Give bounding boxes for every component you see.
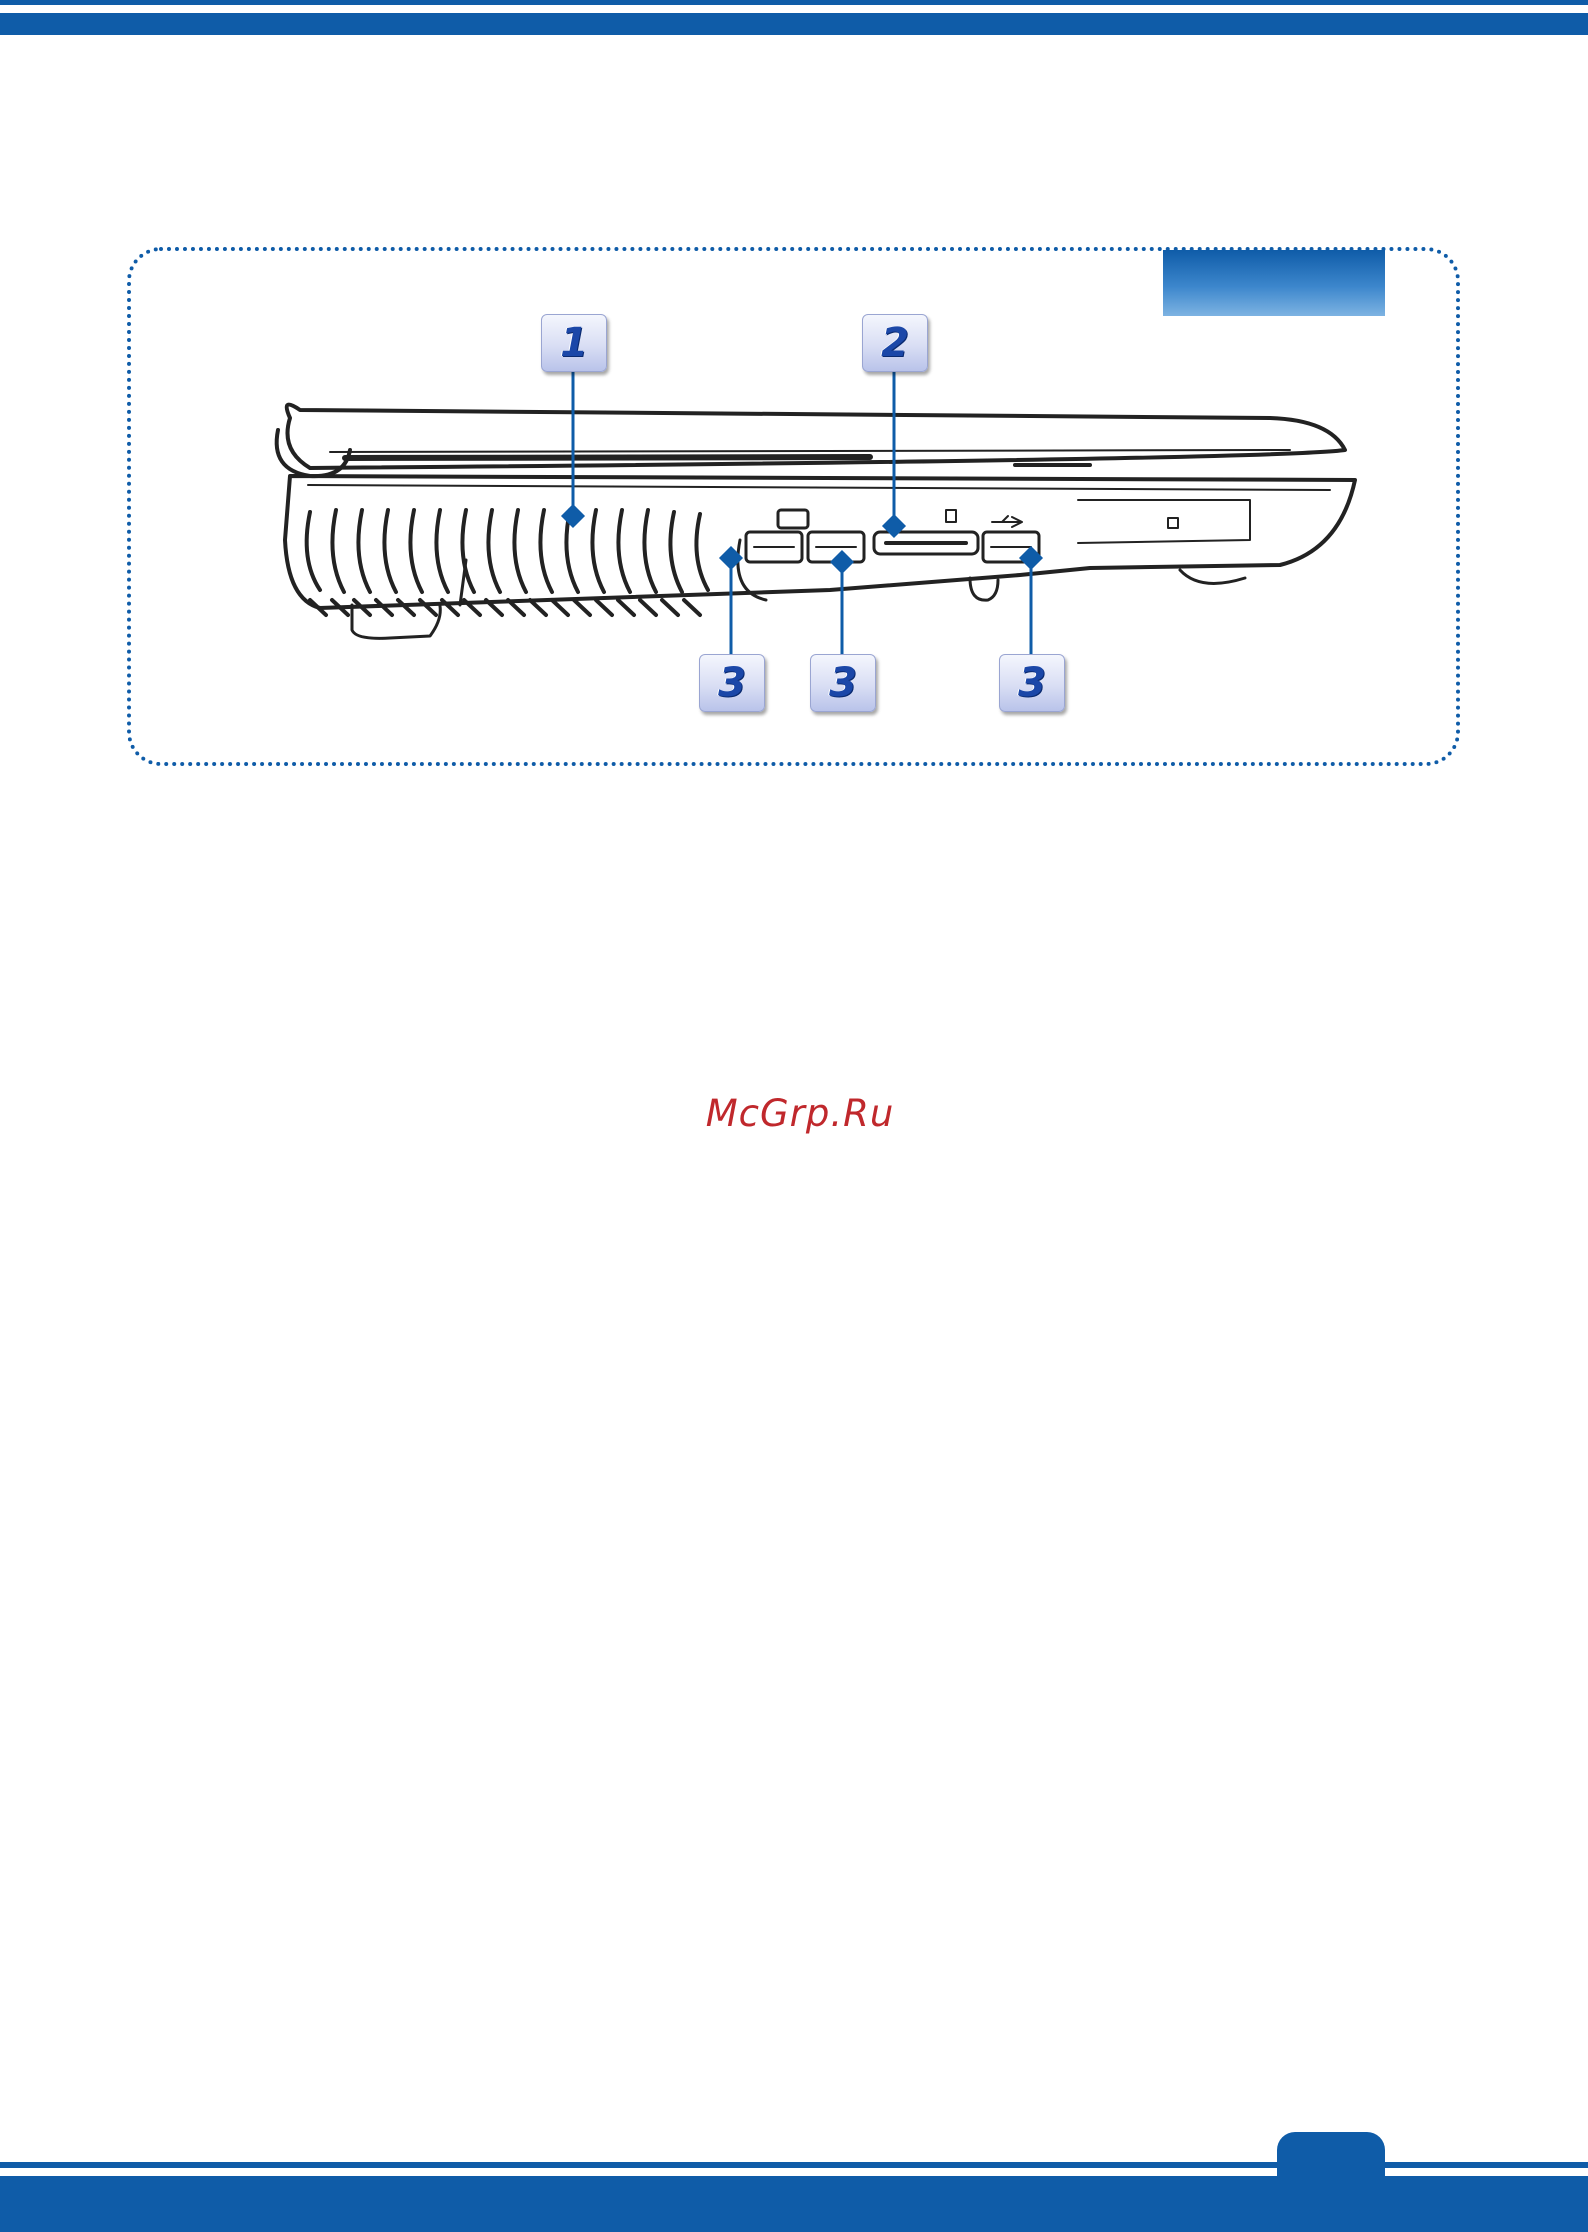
callout-3-usb-port: 3 (999, 654, 1065, 712)
callout-3-usb-port: 3 (699, 654, 765, 712)
callout-3-usb-port: 3 (810, 654, 876, 712)
page-number-tab (1277, 2132, 1385, 2192)
callout-1-ventilator: 1 (541, 314, 607, 372)
callout-2-card-reader: 2 (862, 314, 928, 372)
header-top-rule (0, 0, 1588, 5)
watermark-text: McGrp.Ru (705, 1092, 895, 1135)
header-band (0, 13, 1588, 35)
